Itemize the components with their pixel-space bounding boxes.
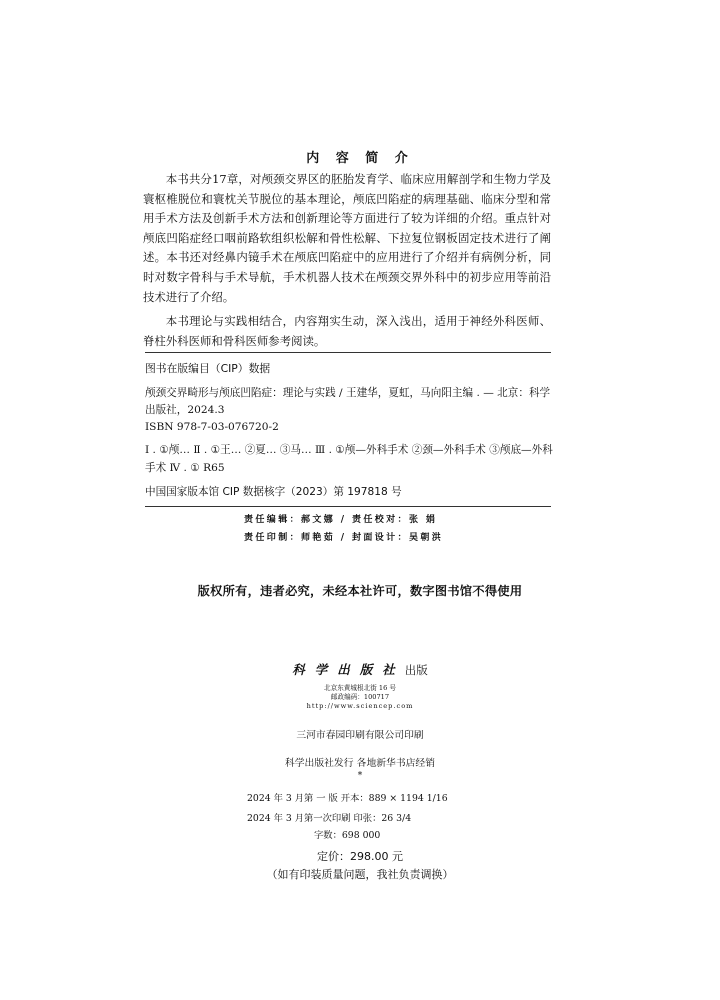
publisher-zip: 邮政编码：100717 — [330, 693, 390, 701]
impression-line: 2024 年 3 月第一次印刷 印张：26 3/4 — [247, 813, 412, 824]
cip-isbn: ISBN 978-7-03-076720-2 — [145, 421, 279, 433]
distribution-line: 科学出版社发行 各地新华书店经销 — [284, 758, 436, 769]
edition-line: 2024 年 3 月第 一 版 开本：889 × 1194 1/16 — [247, 793, 448, 804]
cip-verification-number: 中国国家版本馆 CIP 数据核字（2023）第 197818 号 — [145, 486, 402, 498]
publisher-name: 科学出版社 — [292, 662, 405, 677]
intro-paragraph-1: 本书共分17章，对颅颈交界区的胚胎发育学、临床应用解剖学和生物力学及寰枢椎脱位和寰枕关节脱位的基本理论，颅底凹陷症的病理基础、临床分型和常用手术方法及创新手术方法和创新理论等方面进行了较为详细的介绍。重点针对颅底凹陷症经口咽前路软组织松解和骨性松解、下拉复位钢板固定技术进行了阐述。本书还对经鼻内镜手术在颅底凹陷症中的应用进行了介绍并有病例分析，同时对数字骨科与手术导航，手术机器人技术在颅颈交界外科中的初步应用等前沿技术进行了介绍。 — [143, 172, 551, 304]
publisher-block — [0, 660, 720, 678]
staff-production: 责任印制：师艳茹 / 封面设计：吴朝洪 — [244, 533, 444, 543]
publisher-suffix: 出版 — [404, 663, 428, 677]
cip-bottom-rule — [145, 506, 551, 507]
cip-top-rule — [145, 352, 551, 353]
intro-title: 内 容 简 介 — [306, 151, 414, 166]
price-line: 定价：298.00 元 — [317, 850, 403, 863]
publisher-url: http://www.sciencep.com — [306, 702, 414, 710]
cip-heading: 图书在版编目（CIP）数据 — [145, 362, 271, 375]
quality-note: （如有印装质量问题，我社负责调换） — [266, 868, 454, 881]
word-count-line: 字数：698 000 — [314, 830, 381, 841]
intro-paragraph-2: 本书理论与实践相结合，内容翔实生动，深入浅出，适用于神经外科医师、脊柱外科医师和骨科医师参考阅读。 — [143, 314, 551, 348]
cip-classification: Ⅰ . ①颅… Ⅱ . ①王… ②夏… ③马… Ⅲ . ①颅—外科手术 ②颈—外科手术 ③颅底—外科手术 Ⅳ . ① R65 — [145, 444, 553, 474]
separator-star: * — [357, 771, 363, 781]
intro-body — [143, 170, 551, 351]
staff-editors: 责任编辑：郝文娜 / 责任校对：张 娟 — [244, 515, 438, 525]
copyright-notice: 版权所有，违者必究，未经本社许可，数字图书馆不得使用 — [197, 584, 523, 598]
publisher-address: 北京东黄城根北街 16 号 — [324, 684, 396, 692]
printer-line: 三河市春园印刷有限公司印刷 — [296, 730, 424, 741]
cip-title-line: 颅颈交界畸形与颅底凹陷症：理论与实践 / 王建华，夏虹，马向阳主编 . — 北京：科学出版社，2024.3 — [145, 387, 551, 416]
